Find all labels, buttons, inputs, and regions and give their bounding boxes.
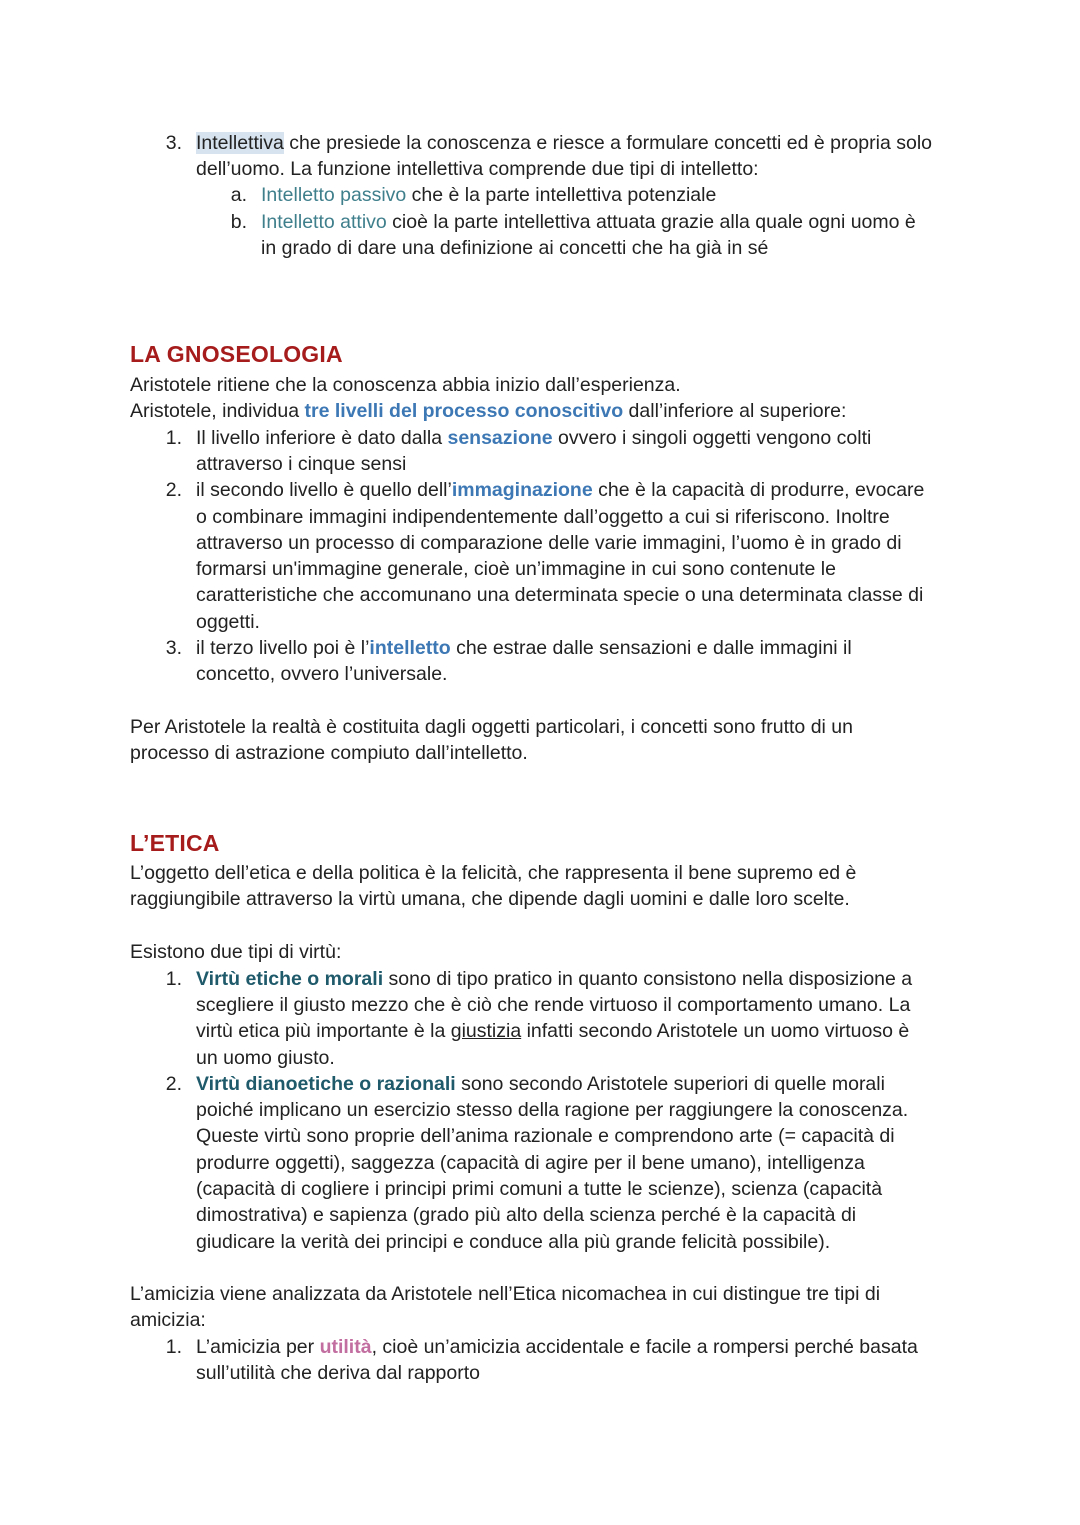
paragraph-line: L’amicizia viene analizzata da Aristotele nell’Etica nicomachea in cui distingue tre tipi di xyxy=(130,1283,881,1305)
paragraph-line xyxy=(130,398,846,424)
list-item-line xyxy=(196,635,852,661)
highlighted-term: Intellettiva xyxy=(196,132,284,154)
sublist-item-line: in grado di dare una definizione ai concetti che ha già in sé xyxy=(261,237,769,259)
list-number: 1. xyxy=(165,1336,182,1358)
sublist-item-line xyxy=(261,182,716,208)
paragraph-line: L’oggetto dell’etica e della politica è la felicità, che rappresenta il bene supremo ed è xyxy=(130,862,857,884)
list-number: 2. xyxy=(165,479,182,501)
keyword-span: Virtù dianoetiche o razionali xyxy=(196,1073,456,1095)
list-item-line: (capacità di cogliere i principi primi comuni a tutte le scienze), scienza (capacità xyxy=(196,1178,883,1200)
list-item-line: dimostrativa) e sapienza (grado più alto della scienza perché è la capacità di xyxy=(196,1204,857,1226)
list-item-line: Queste virtù sono proprie dell’anima razionale e comprendono arte (= capacità di xyxy=(196,1125,895,1147)
list-item-line: o combinare immagini indipendentemente dall’oggetto a cui si riferiscono. Inoltre xyxy=(196,506,890,528)
text-span: sono di tipo pratico in quanto consistono nella disposizione a xyxy=(383,968,913,990)
keyword-span: sensazione xyxy=(447,427,553,449)
list-item-line xyxy=(196,1071,885,1097)
text-span: Aristotele, individua xyxy=(130,400,305,422)
text-span: , cioè un’amicizia accidentale e facile a rompersi perché basata xyxy=(371,1336,918,1358)
list-number: 2. xyxy=(165,1073,182,1095)
text-span: cioè la parte intellettiva attuata grazie alla quale ogni uomo è xyxy=(386,211,916,233)
text-span: L’amicizia per xyxy=(196,1336,320,1358)
list-item-line xyxy=(196,1018,909,1044)
list-item-line: giudicare la verità dei principi e conduce alla più grande felicità possibile). xyxy=(196,1231,831,1253)
term-span: Intelletto attivo xyxy=(261,211,387,233)
text-span: il terzo livello poi è l’ xyxy=(196,637,370,659)
keyword-span: tre livelli del processo conoscitivo xyxy=(304,400,624,422)
keyword-span: utilità xyxy=(319,1336,372,1358)
list-number: 1. xyxy=(165,427,182,449)
list-number: 3. xyxy=(165,637,182,659)
section-heading-etica: L’ETICA xyxy=(130,830,220,856)
list-item-line: poiché implicano un esercizio stesso della ragione per raggiungere la conoscenza. xyxy=(196,1099,909,1121)
paragraph-line: amicizia: xyxy=(130,1309,206,1331)
list-item-line: un uomo giusto. xyxy=(196,1047,335,1069)
paragraph-line: Per Aristotele la realtà è costituita dagli oggetti particolari, i concetti sono frutto di un xyxy=(130,716,853,738)
list-item-line xyxy=(196,1334,918,1360)
text-span: che estrae dalle sensazioni e dalle immagini il xyxy=(450,637,852,659)
list-item-line: oggetti. xyxy=(196,611,260,633)
text-span: sono secondo Aristotele superiori di quelle morali xyxy=(455,1073,885,1095)
sublist-item-line xyxy=(261,209,916,235)
underlined-term: giustizia xyxy=(450,1020,522,1042)
list-item-line: attraverso i cinque sensi xyxy=(196,453,407,475)
keyword-span: intelletto xyxy=(369,637,451,659)
list-item-line: caratteristiche che accomunano una determinata specie o una determinata classe di xyxy=(196,584,924,606)
text-span: dall’inferiore al superiore: xyxy=(623,400,847,422)
list-item-line xyxy=(196,477,924,503)
text-span: ovvero i singoli oggetti vengono colti xyxy=(552,427,872,449)
term-span: Intelletto passivo xyxy=(261,184,407,206)
keyword-span: immaginazione xyxy=(451,479,593,501)
text-span: che presiede la conoscenza e riesce a formulare concetti ed è propria solo xyxy=(283,132,933,154)
paragraph-line: processo di astrazione compiuto dall’intelletto. xyxy=(130,742,528,764)
paragraph-line: raggiungibile attraverso la virtù umana, che dipende dagli uomini e dalle loro scelte. xyxy=(130,888,850,910)
list-item-line: dell’uomo. La funzione intellettiva comprende due tipi di intelletto: xyxy=(196,158,759,180)
list-item-line: concetto, ovvero l’universale. xyxy=(196,663,448,685)
list-item-line xyxy=(196,425,871,451)
list-item-line: scegliere il giusto mezzo che è ciò che rende virtuoso il comportamento umano. La xyxy=(196,994,911,1016)
list-item-line: formarsi un'immagine generale, cioè un’immagine in cui sono contenute le xyxy=(196,558,836,580)
list-item-line: produrre oggetti), saggezza (capacità di agire per il bene umano), intelligenza xyxy=(196,1152,865,1174)
list-item-line: attraverso un processo di comparazione delle varie immagini, l’uomo è in grado di xyxy=(196,532,902,554)
list-number: 3. xyxy=(165,132,182,154)
list-item-line: sull’utilità che deriva dal rapporto xyxy=(196,1362,480,1384)
text-span: che è la parte intellettiva potenziale xyxy=(406,184,717,206)
text-span: infatti secondo Aristotele un uomo virtuoso è xyxy=(521,1020,910,1042)
text-span: virtù etica più importante è la xyxy=(196,1020,451,1042)
text-span: Il livello inferiore è dato dalla xyxy=(196,427,448,449)
keyword-span: Virtù etiche o morali xyxy=(196,968,384,990)
paragraph-line: Aristotele ritiene che la conoscenza abbia inizio dall’esperienza. xyxy=(130,374,681,396)
section-heading-gnoseologia: LA GNOSEOLOGIA xyxy=(130,341,343,367)
list-item-line xyxy=(196,130,932,156)
sublist-letter: a. xyxy=(230,184,247,206)
text-span: che è la capacità di produrre, evocare xyxy=(592,479,925,501)
list-item-line xyxy=(196,966,912,992)
text-span: il secondo livello è quello dell’ xyxy=(196,479,452,501)
paragraph-line: Esistono due tipi di virtù: xyxy=(130,941,342,963)
sublist-letter: b. xyxy=(230,211,247,233)
list-number: 1. xyxy=(165,968,182,990)
